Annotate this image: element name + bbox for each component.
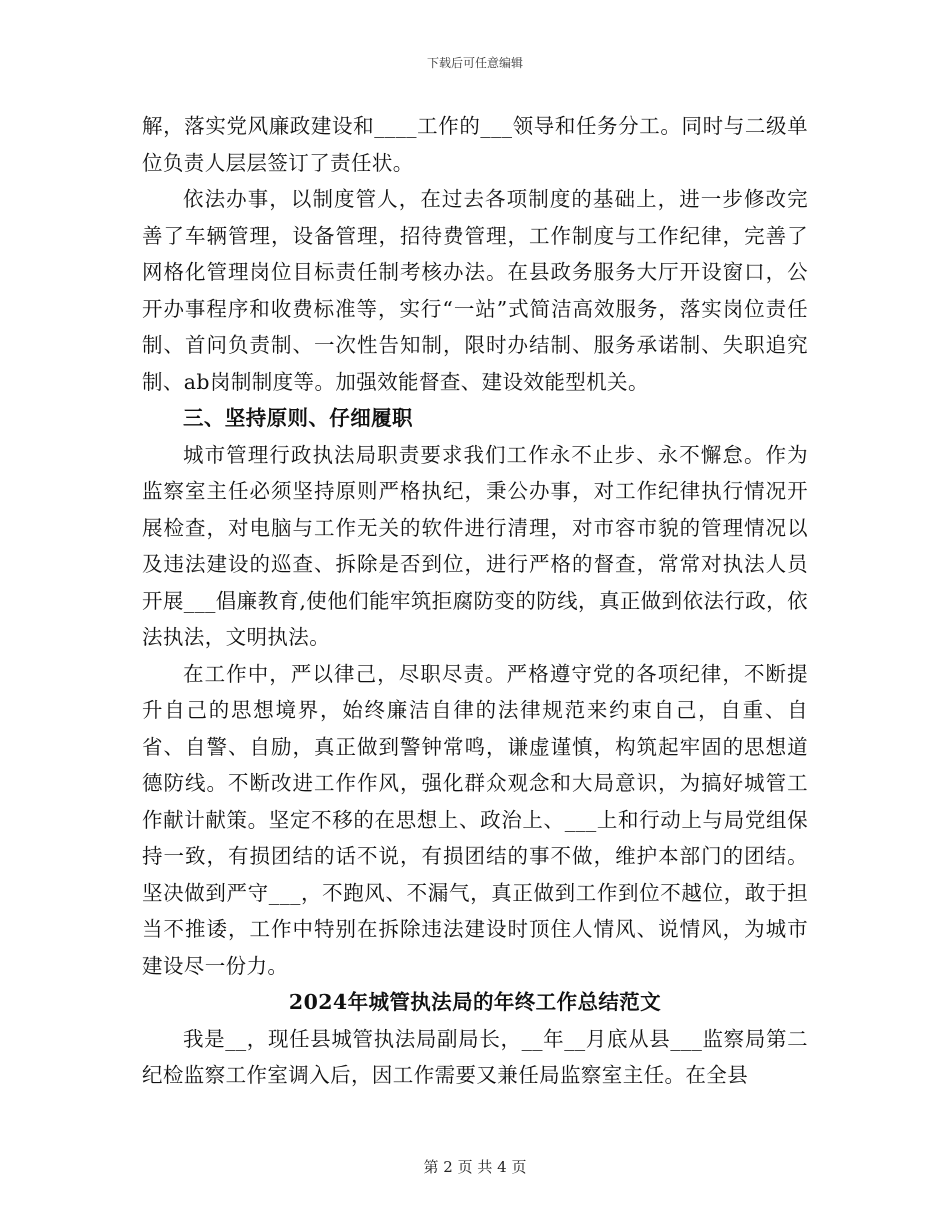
- paragraph-continued: 解，落实党风廉政建设和____工作的___领导和任务分工。同时与二级单位负责人层层签订了责任状。: [142, 114, 808, 175]
- paragraph-intro: 我是__，现任县城管执法局副局长，__年__月底从县___监察局第二纪检监察工作室调入后，因工作需要又兼任局监察室主任。在全县: [142, 1026, 808, 1087]
- paragraph-duties: 城市管理行政执法局职责要求我们工作永不止步、永不懈怠。作为监察室主任必须坚持原则严格执纪，秉公办事，对工作纪律执行情况开展检查，对电脑与工作无关的软件进行清理，对市容市貌的管理情况以及违法建设的巡查、拆除是否到位，进行严格的督查，常常对执法人员开展___倡廉教育,使他们能牢筑拒腐防变的防线，真正做到依法行政，依法执法，文明执法。: [142, 442, 808, 649]
- paragraph-rules: 依法办事，以制度管人，在过去各项制度的基础上，进一步修改完善了车辆管理，设备管理，招待费管理，工作制度与工作纪律，完善了网格化管理岗位目标责任制考核办法。在县政务服务大厅开设窗口，公开办事程序和收费标准等，实行“一站”式简洁高效服务，落实岗位责任制、首问负责制、一次性告知制，限时办结制、服务承诺制、失职追究制、ab岗制制度等。加强效能督查、建设效能型机关。: [142, 187, 808, 394]
- section-heading: 三、坚持原则、仔细履职: [183, 406, 413, 430]
- document-title: 2024年城管执法局的年终工作总结范文: [288, 990, 662, 1014]
- page-footer: 第 2 页 共 4 页: [423, 1158, 527, 1176]
- paragraph-discipline: 在工作中，严以律己，尽职尽责。严格遵守党的各项纪律，不断提升自己的思想境界，始终廉洁自律的法律规范来约束自己，自重、自省、自警、自励，真正做到警钟常鸣，谦虚谨慎，构筑起牢固的思想道德防线。不断改进工作作风，强化群众观念和大局意识，为搞好城管工作献计献策。坚定不移的在思想上、政治上、___上和行动上与局党组保持一致，有损团结的话不说，有损团结的事不做，维护本部门的团结。坚决做到严守___，不跑风、不漏气，真正做到工作到位不越位，敢于担当不推诿，工作中特别在拆除违法建设时顶住人情风、说情风，为城市建设尽一份力。: [142, 661, 808, 978]
- document-body: [142, 108, 808, 1094]
- page-header: 下载后可任意编辑: [426, 56, 523, 70]
